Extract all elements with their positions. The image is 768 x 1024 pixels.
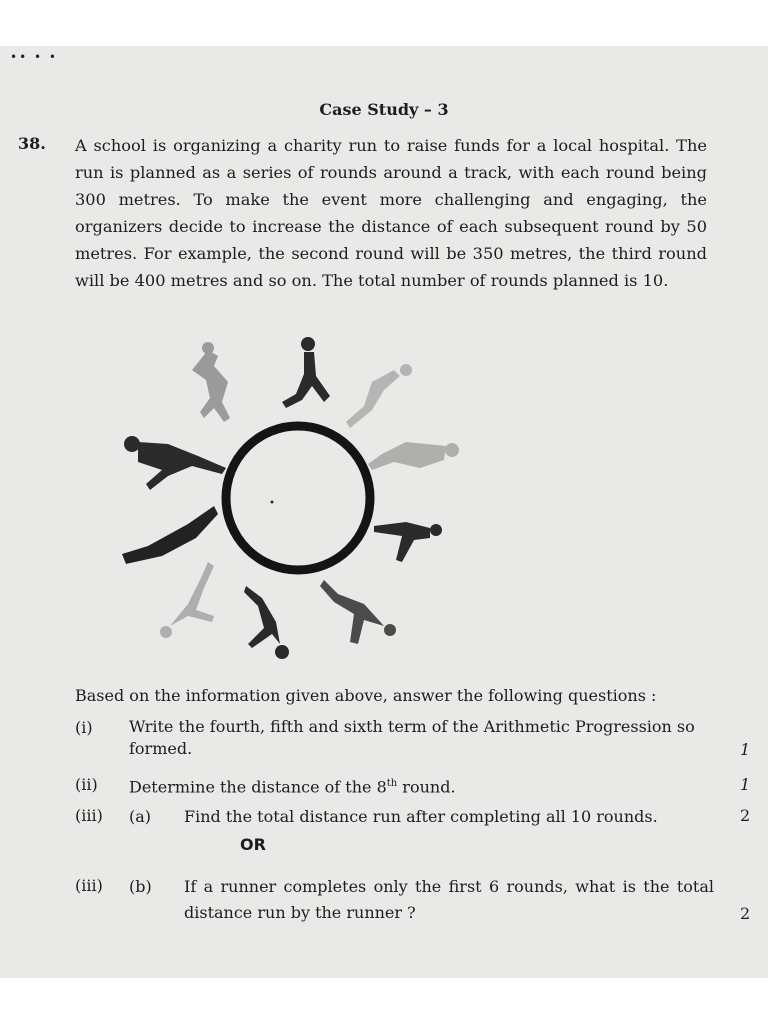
question-ii-marks: 1 bbox=[740, 775, 751, 794]
runner-silhouettes bbox=[122, 337, 459, 659]
question-iii-b-marks: 2 bbox=[740, 904, 751, 923]
question-i-label: (i) bbox=[75, 718, 93, 737]
questions-prompt: Based on the information given above, answer the following questions : bbox=[75, 686, 657, 705]
question-iii-b-text: If a runner completes only the first 6 rounds, what is the total distance run by the runner ? bbox=[184, 877, 714, 922]
question-iii-a-sub: (a) bbox=[129, 807, 152, 826]
case-study-title: Case Study – 3 bbox=[319, 100, 449, 119]
track-circle bbox=[226, 426, 370, 570]
question-ii-label: (ii) bbox=[75, 775, 98, 794]
corner-dots: •• • • bbox=[10, 50, 58, 64]
question-number: 38. bbox=[18, 134, 46, 153]
question-iii-a-text: Find the total distance run after completing all 10 rounds. bbox=[184, 807, 658, 826]
question-iii-b-sub: (b) bbox=[129, 877, 152, 896]
question-iii-a-marks: 2 bbox=[740, 806, 751, 825]
question-ii-text: Determine the distance of the 8th round. bbox=[129, 777, 456, 797]
question-i-text: Write the fourth, fifth and sixth term of the Arithmetic Progression so formed. bbox=[129, 717, 695, 758]
question-iii-a-label: (iii) bbox=[75, 806, 103, 825]
question-i-marks: 1 bbox=[740, 740, 751, 759]
or-label: OR bbox=[240, 835, 266, 854]
intro-paragraph: A school is organizing a charity run to raise funds for a local hospital. The run is planned as a series of rounds around a track, with each round being 300 metres. To make the event more challenging and engaging, the organizers decide to increase the distance of each subsequent round by 50 metres. For example, the second round will be 350 metres, the third round will be 400 metres and so on. The total number of rounds planned is 10. bbox=[75, 136, 707, 290]
runners-around-track-illustration bbox=[112, 332, 472, 662]
question-iii-b-label: (iii) bbox=[75, 876, 103, 895]
